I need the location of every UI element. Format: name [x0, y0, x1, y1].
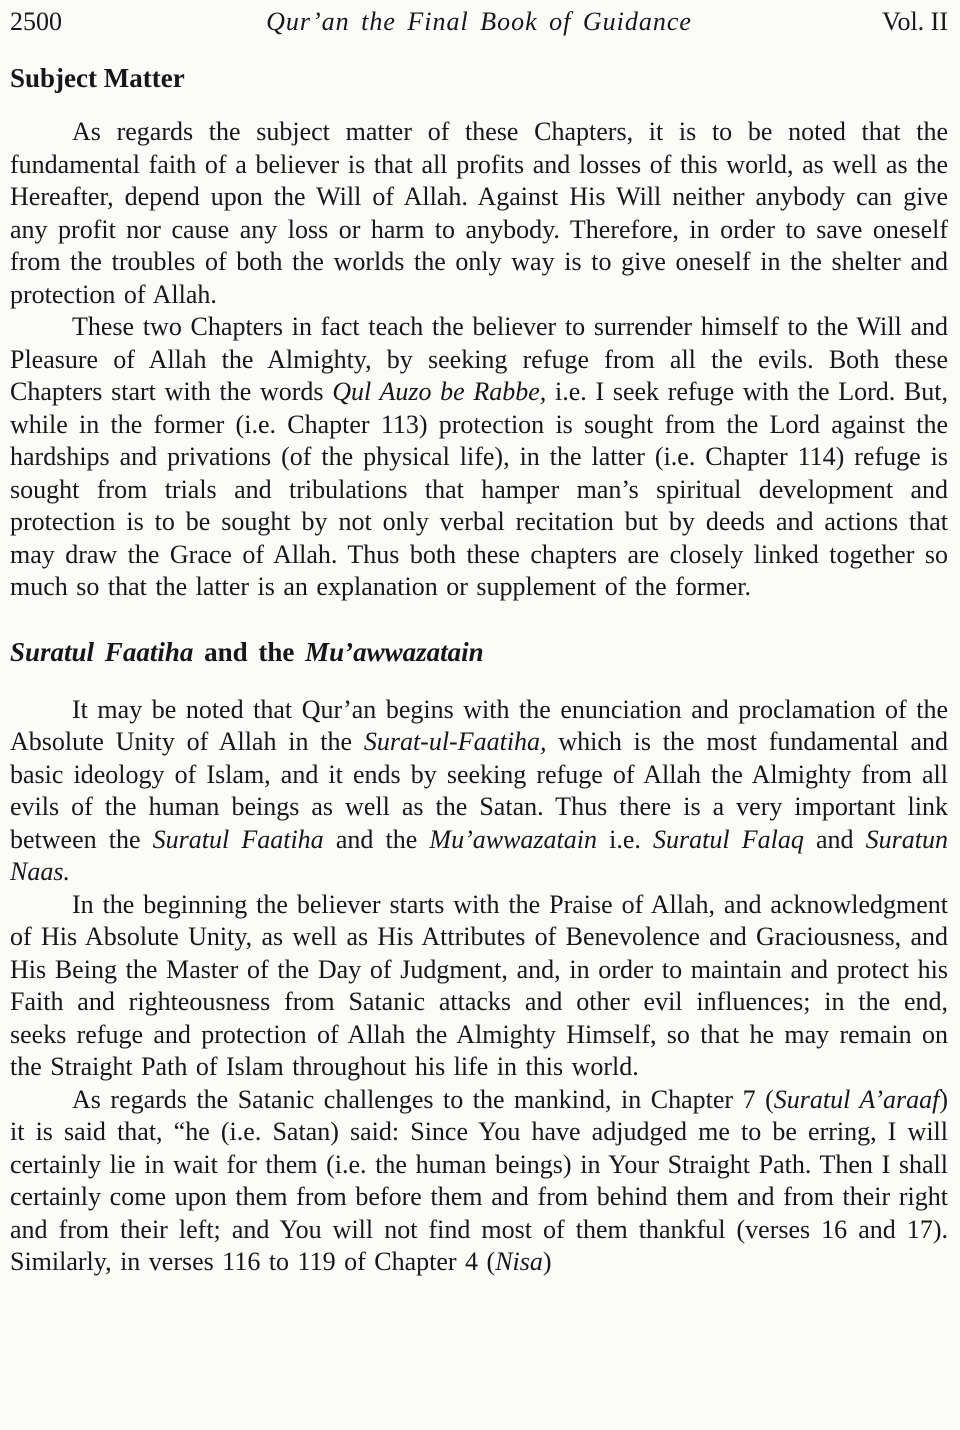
section-heading-suratul-faatiha	[10, 636, 948, 668]
text-run: Subject Matter	[10, 63, 185, 93]
paragraph-believer-beginning	[10, 889, 948, 1084]
section-heading-subject-matter	[10, 62, 948, 94]
text-run: These two Chapters in fact teach the believer to surrender himself to the Will and Pleasure of Allah the Almighty, by seeking refuge from all the evils. Both these Chapters start with the words	[10, 312, 948, 406]
text-run: which is the most fundamental and basic ideology of Islam, and it ends by seeking refuge of Allah the Almighty from all evils of the human beings as well as the Satan. Thus there is a very important link between the	[10, 727, 948, 854]
volume-label: Vol. II	[882, 7, 948, 36]
text-run: In the beginning the believer starts with the Praise of Allah, and acknowledgment of His Absolute Unity, as well as His Attributes of Benevolence and Graciousness, and His Being the Master of the Day of Judgment, and, in order to maintain and protect his Faith and righteousness from Satanic attacks and other evil influences; in the end, seeks refuge and protection of Allah the Almighty Himself, so that he may remain on the Straight Path of Islam throughout his life in this world.	[10, 889, 948, 1081]
text-run: Nisa	[495, 1247, 543, 1276]
text-run: Surat-ul-Faatiha,	[363, 727, 547, 756]
text-run: Suratul Faatiha	[10, 636, 194, 667]
text-run: i.e. I seek refuge with the Lord. But, while in the former (i.e. Chapter 113) protection is sought from the Lord against the hardships and privations (of the physical life), in the latter (i.e. Chapter 114) refuge is sought from trials and tribulations that hamper man’s spiritual development and protection is to be sought by not only verbal recitation but by deeds and actions that may draw the Grace of Allah. Thus both these chapters are closely linked together so much so that the latter is an explanation or supplement of the former.	[10, 377, 948, 601]
text-run: Qul Auzo be Rabbe,	[332, 377, 547, 406]
text-run: and the	[193, 636, 306, 667]
text-run: As regards the Satanic challenges to the mankind, in Chapter 7 (	[72, 1084, 774, 1114]
page-number: 2500	[10, 7, 62, 36]
text-run: As regards the subject matter of these Chapters, it is to be noted that the fundamental faith of a believer is that all profits and losses of this world, as well as the Hereafter, depend upon the Will of Allah. Against His Will neither anybody can give any profit nor cause any loss or harm to anybody. Therefore, in order to save oneself from the troubles of both the worlds the only way is to give oneself in the shelter and protection of Allah.	[10, 117, 948, 309]
paragraph-subject-matter-2	[10, 311, 948, 604]
paragraph-satanic-challenges	[10, 1084, 948, 1279]
paragraph-subject-matter-1	[10, 116, 948, 311]
text-run: It may be noted that Qur’an begins with the enunciation and proclamation of the Absolute Unity of Allah in the	[10, 694, 948, 756]
text-run: ) it is said that, “he (i.e. Satan) said: Since You have adjudged me to be erring, I will certainly lie in wait for them (i.e. the human beings) in Your Straight Path. Then I shall certainly come upon them from before them and from behind them and from their right and from their left; and You will not find most of them thankful (verses 16 and 17). Similarly, in verses 116 to 119 of Chapter 4 (	[10, 1084, 948, 1276]
text-run: i.e.	[596, 824, 654, 854]
text-run: Suratul A’araaf	[773, 1084, 940, 1114]
text-run: )	[542, 1247, 552, 1276]
text-run: Suratul Falaq	[653, 824, 804, 854]
paragraph-faatiha-link	[10, 694, 948, 889]
text-run: Suratul Faatiha	[152, 824, 324, 854]
text-run: and the	[323, 824, 430, 854]
text-run: Suratun Naas.	[10, 824, 948, 886]
book-title: Qur’an the Final Book of Guidance	[266, 7, 692, 36]
text-run: and	[803, 824, 866, 854]
text-run: Mu’awwazatain	[305, 636, 484, 667]
running-header	[10, 6, 948, 38]
text-run: Mu’awwazatain	[429, 824, 597, 854]
